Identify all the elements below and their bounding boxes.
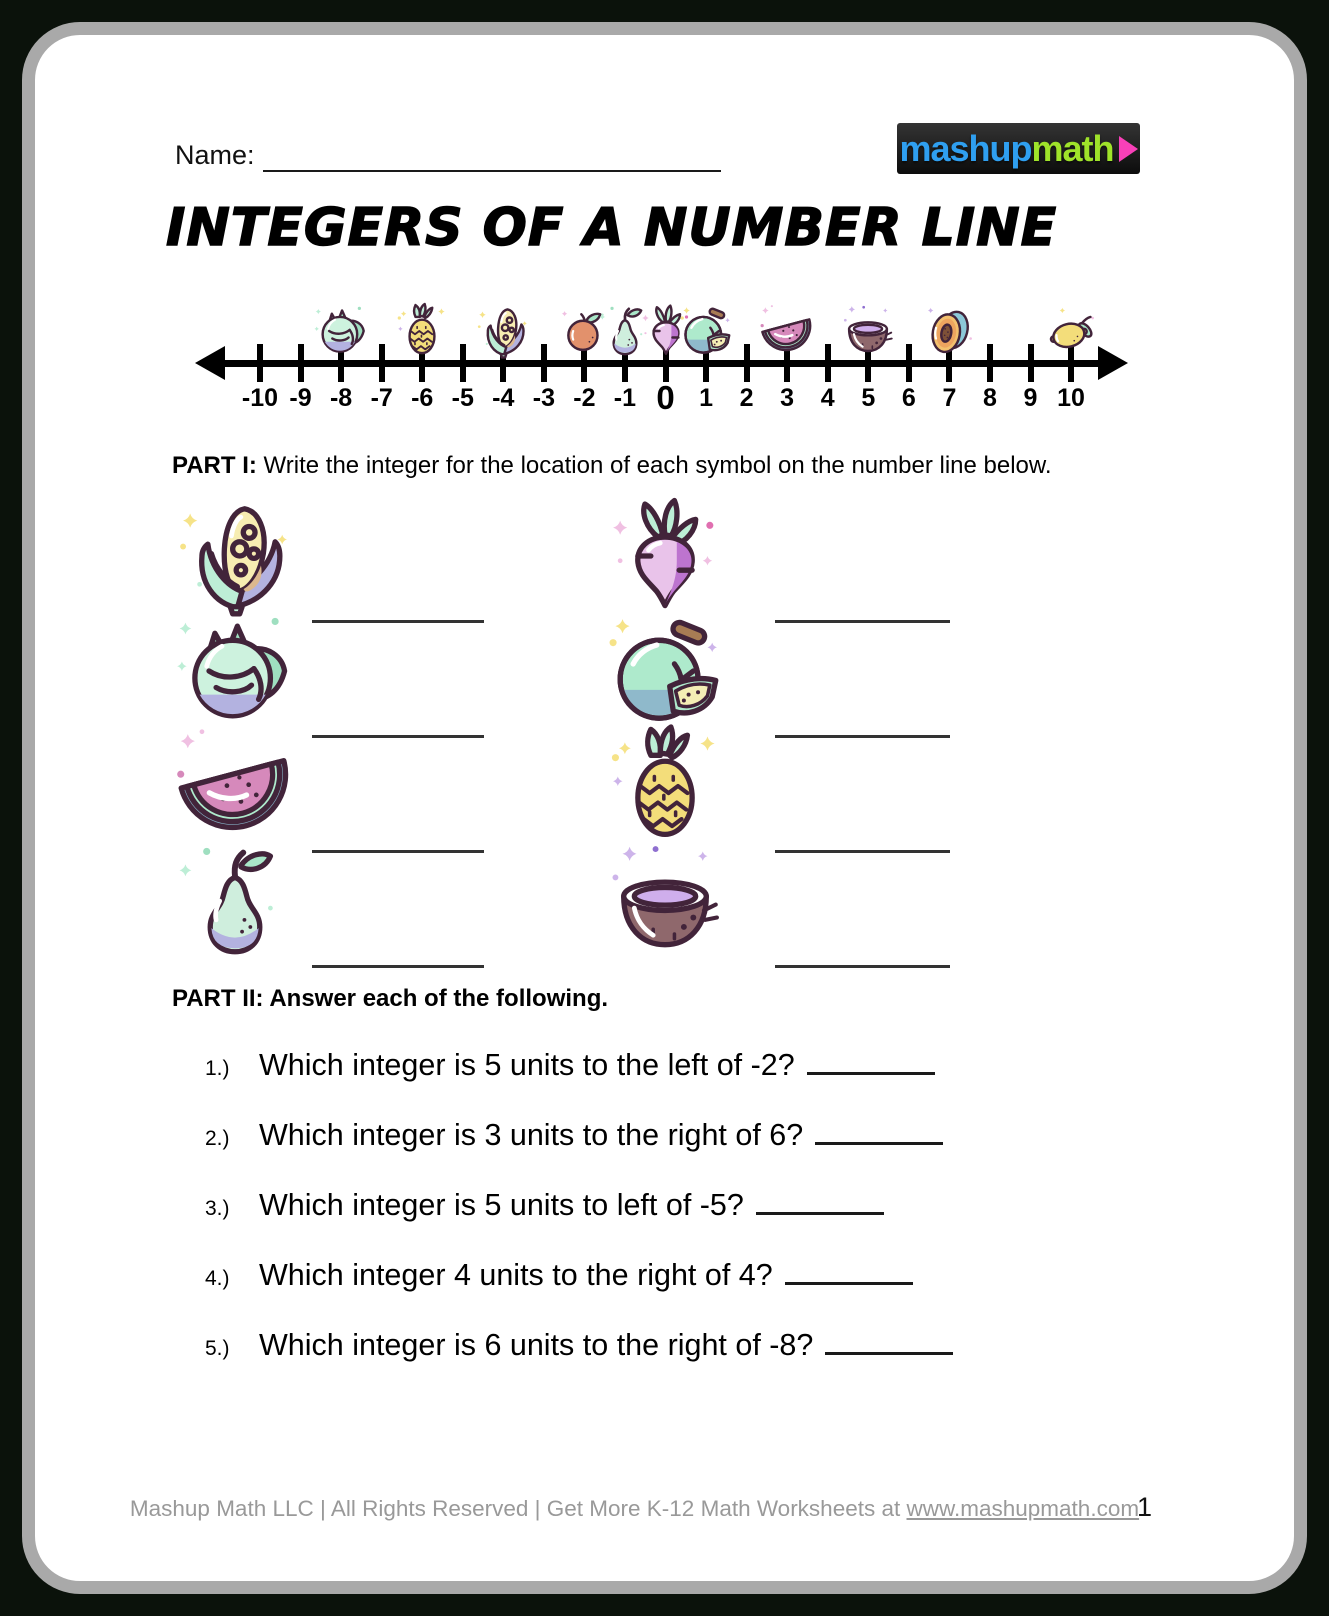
part1-symbol-melon [605, 612, 725, 730]
question-text: Which integer is 5 units to left of -5? [259, 1188, 744, 1222]
numberline-tick [298, 344, 304, 382]
numberline-tick-label: 3 [780, 384, 795, 412]
watermelon-icon [175, 727, 295, 845]
numberline-symbol-watermelon [760, 304, 814, 358]
numberline-symbol-lemon [1044, 304, 1098, 358]
part1-symbol-coconut [605, 842, 725, 960]
numberline-tick-label: 6 [901, 384, 916, 412]
numberline-tick-label: 10 [1057, 384, 1085, 412]
numberline-right-arrow-icon [1098, 346, 1128, 380]
radish-icon [605, 497, 725, 615]
numberline-tick-label: 5 [861, 384, 876, 412]
page-number: 1 [1137, 1492, 1153, 1522]
numberline-tick [541, 344, 547, 382]
part1-heading-bold: PART I: [172, 452, 257, 479]
coconut-icon [841, 304, 895, 358]
part1-symbol-watermelon [175, 727, 295, 845]
corn-icon [476, 304, 530, 358]
numberline-tick-label: -10 [241, 384, 279, 412]
numberline-axis [223, 360, 1100, 367]
question-text: Which integer is 6 units to the right of -8? [259, 1328, 814, 1362]
question-answer-blank[interactable] [807, 1049, 935, 1075]
numberline-tick-label: -8 [329, 384, 353, 412]
numberline-symbol-cabbage [314, 304, 368, 358]
numberline-tick-label: 7 [942, 384, 957, 412]
numberline-tick-label: 1 [699, 384, 714, 412]
numberline-symbol-corn [476, 304, 530, 358]
question-answer-blank[interactable] [785, 1259, 913, 1285]
part1-item-pineapple [605, 727, 965, 853]
coconut-icon [605, 842, 725, 960]
name-input-line[interactable] [263, 148, 721, 172]
melon-icon [605, 612, 725, 730]
cabbage-icon [175, 612, 295, 730]
numberline-tick-label: -2 [573, 384, 596, 412]
numberline-symbol-melon [679, 304, 733, 358]
footer [35, 1496, 1294, 1522]
logo-word-mashup: mashup [899, 127, 1032, 169]
number-line [195, 300, 1135, 418]
numberline-tick-label: -1 [613, 384, 636, 412]
numberline-tick-label: -9 [289, 384, 312, 412]
logo-word-math: math [1031, 127, 1114, 169]
question-row [205, 1048, 935, 1083]
numberline-tick-label: -3 [532, 384, 555, 412]
logo-play-arrow-icon [1119, 136, 1138, 162]
numberline-tick-label: -6 [411, 384, 434, 412]
part1-item-radish [605, 497, 965, 623]
part1-symbol-pear [175, 842, 295, 960]
numberline-symbol-pineapple [395, 304, 449, 358]
question-number: 4.) [205, 1267, 230, 1290]
question-text: Which integer is 5 units to the left of -2? [259, 1048, 795, 1082]
part1-symbol-radish [605, 497, 725, 615]
pineapple-icon [395, 304, 449, 358]
numberline-tick [460, 344, 466, 382]
part1-heading-text: Write the integer for the location of each symbol on the number line below. [256, 452, 1052, 479]
question-answer-blank[interactable] [815, 1119, 943, 1145]
numberline-tick-label: 2 [739, 384, 754, 412]
numberline-tick [744, 344, 750, 382]
numberline-tick-label: -5 [451, 384, 474, 412]
part1-symbol-corn [175, 497, 295, 615]
part1-item-melon [605, 612, 965, 738]
numberline-tick [906, 344, 912, 382]
footer-text: Mashup Math LLC | All Rights Reserved | Get More K-12 Math Worksheets at [129, 1496, 907, 1521]
question-number: 1.) [205, 1057, 230, 1080]
question-number: 3.) [205, 1197, 230, 1220]
lemon-icon [1044, 304, 1098, 358]
question-answer-blank[interactable] [825, 1329, 953, 1355]
name-label: Name: [175, 140, 255, 170]
corn-icon [175, 497, 295, 615]
numberline-left-arrow-icon [195, 346, 225, 380]
numberline-tick-label: 0 [656, 379, 675, 416]
papaya-icon [922, 304, 976, 358]
numberline-tick-label: -4 [492, 384, 515, 412]
part1-symbol-cabbage [175, 612, 295, 730]
answer-blank[interactable] [775, 965, 950, 968]
part2-heading: PART II: Answer each of the following. [172, 985, 609, 1012]
question-row [205, 1188, 884, 1223]
pineapple-icon [605, 727, 725, 845]
question-text: Which integer 4 units to the right of 4? [259, 1258, 773, 1292]
question-row [205, 1328, 953, 1363]
question-answer-blank[interactable] [756, 1189, 884, 1215]
part1-item-coconut [605, 842, 965, 968]
pear-icon [175, 842, 295, 960]
question-number: 5.) [205, 1337, 230, 1360]
question-number: 2.) [205, 1127, 230, 1150]
question-text: Which integer is 3 units to the right of 6? [259, 1118, 804, 1152]
question-row [205, 1258, 913, 1293]
answer-blank[interactable] [312, 965, 484, 968]
question-row [205, 1118, 943, 1153]
numberline-tick [825, 344, 831, 382]
part1-item-cabbage [175, 612, 535, 738]
part1-heading [172, 452, 1052, 480]
part1-item-pear [175, 842, 535, 968]
footer-link[interactable]: www.mashupmath.com [906, 1496, 1140, 1521]
numberline-tick-label: 4 [820, 384, 835, 412]
numberline-tick [257, 344, 263, 382]
mashupmath-logo [897, 123, 1140, 174]
numberline-tick-label: 9 [1023, 384, 1038, 412]
numberline-symbol-coconut [841, 304, 895, 358]
cabbage-icon [314, 304, 368, 358]
numberline-tick [379, 344, 385, 382]
numberline-tick-label: 8 [982, 384, 997, 412]
part1-item-corn [175, 497, 535, 623]
numberline-tick [1028, 344, 1034, 382]
worksheet-title: INTEGERS OF A NUMBER LINE [166, 198, 1058, 258]
numberline-symbol-papaya [922, 304, 976, 358]
part1-item-watermelon [175, 727, 535, 853]
watermelon-icon [760, 304, 814, 358]
numberline-tick [987, 344, 993, 382]
part1-symbol-pineapple [605, 727, 725, 845]
numberline-tick-label: -7 [370, 384, 393, 412]
melon-icon [679, 304, 733, 358]
